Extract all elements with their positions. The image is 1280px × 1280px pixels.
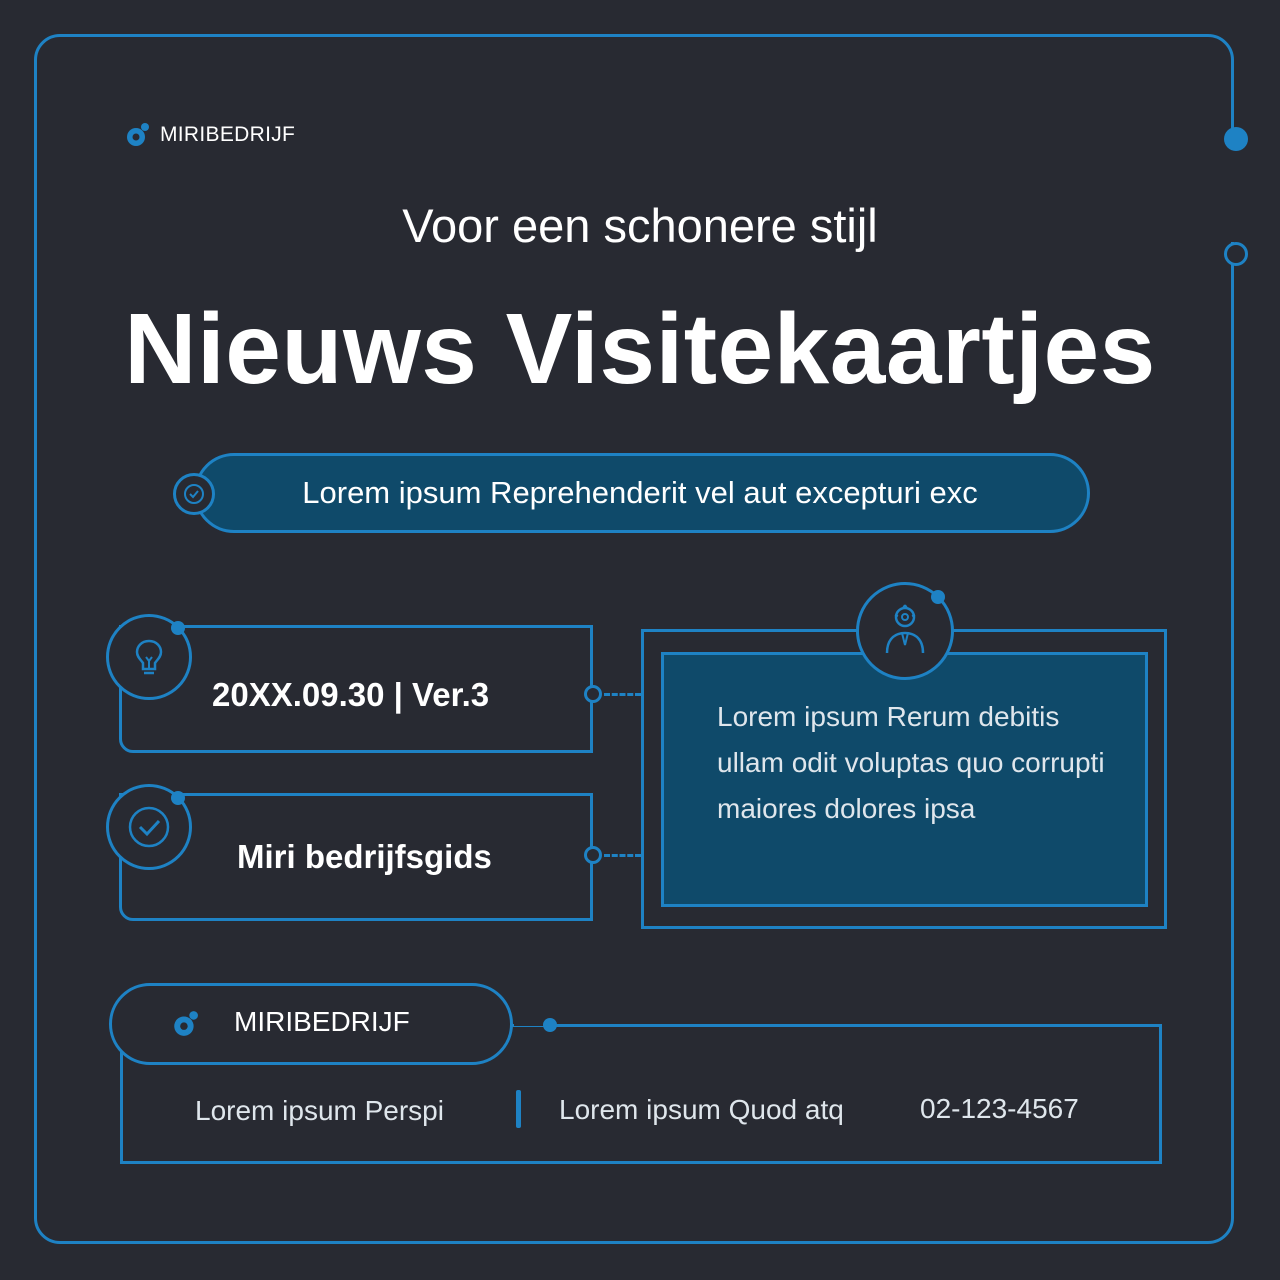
brand-header xyxy=(124,122,295,148)
icon-dot xyxy=(171,621,185,635)
info-date-text: 20XX.09.30 | Ver.3 xyxy=(212,676,490,713)
frame-dot xyxy=(1224,127,1248,151)
connector-line xyxy=(604,854,641,857)
footer-gap xyxy=(514,1023,544,1026)
footer-dot xyxy=(543,1018,557,1032)
footer-item-1: Lorem ipsum Perspi xyxy=(195,1095,444,1126)
connector-node xyxy=(584,846,602,864)
connector-node xyxy=(584,685,602,703)
feature-text: Lorem ipsum Rerum debitis ullam odit voluptas quo corrupti maiores dolores ipsa xyxy=(717,701,1105,824)
connector-line xyxy=(604,693,641,696)
footer-brand-name: MIRIBEDRIJF xyxy=(234,1006,410,1037)
icon-dot xyxy=(931,590,945,604)
banner-text: Lorem ipsum Reprehenderit vel aut excepturi exc xyxy=(302,475,978,510)
logo-icon xyxy=(171,1010,199,1043)
page-title: Nieuws Visitekaartjes xyxy=(124,293,1156,405)
icon-dot xyxy=(171,791,185,805)
footer-item-2: Lorem ipsum Quod atq xyxy=(559,1094,844,1125)
footer-separator xyxy=(516,1090,521,1128)
footer-phone: 02-123-4567 xyxy=(920,1093,1079,1124)
check-icon xyxy=(173,473,215,515)
brand-name: MIRIBEDRIJF xyxy=(160,123,296,146)
page-subtitle: Voor een schonere stijl xyxy=(402,199,878,252)
info-guide-text: Miri bedrijfsgids xyxy=(237,838,492,875)
logo-icon xyxy=(124,122,150,148)
